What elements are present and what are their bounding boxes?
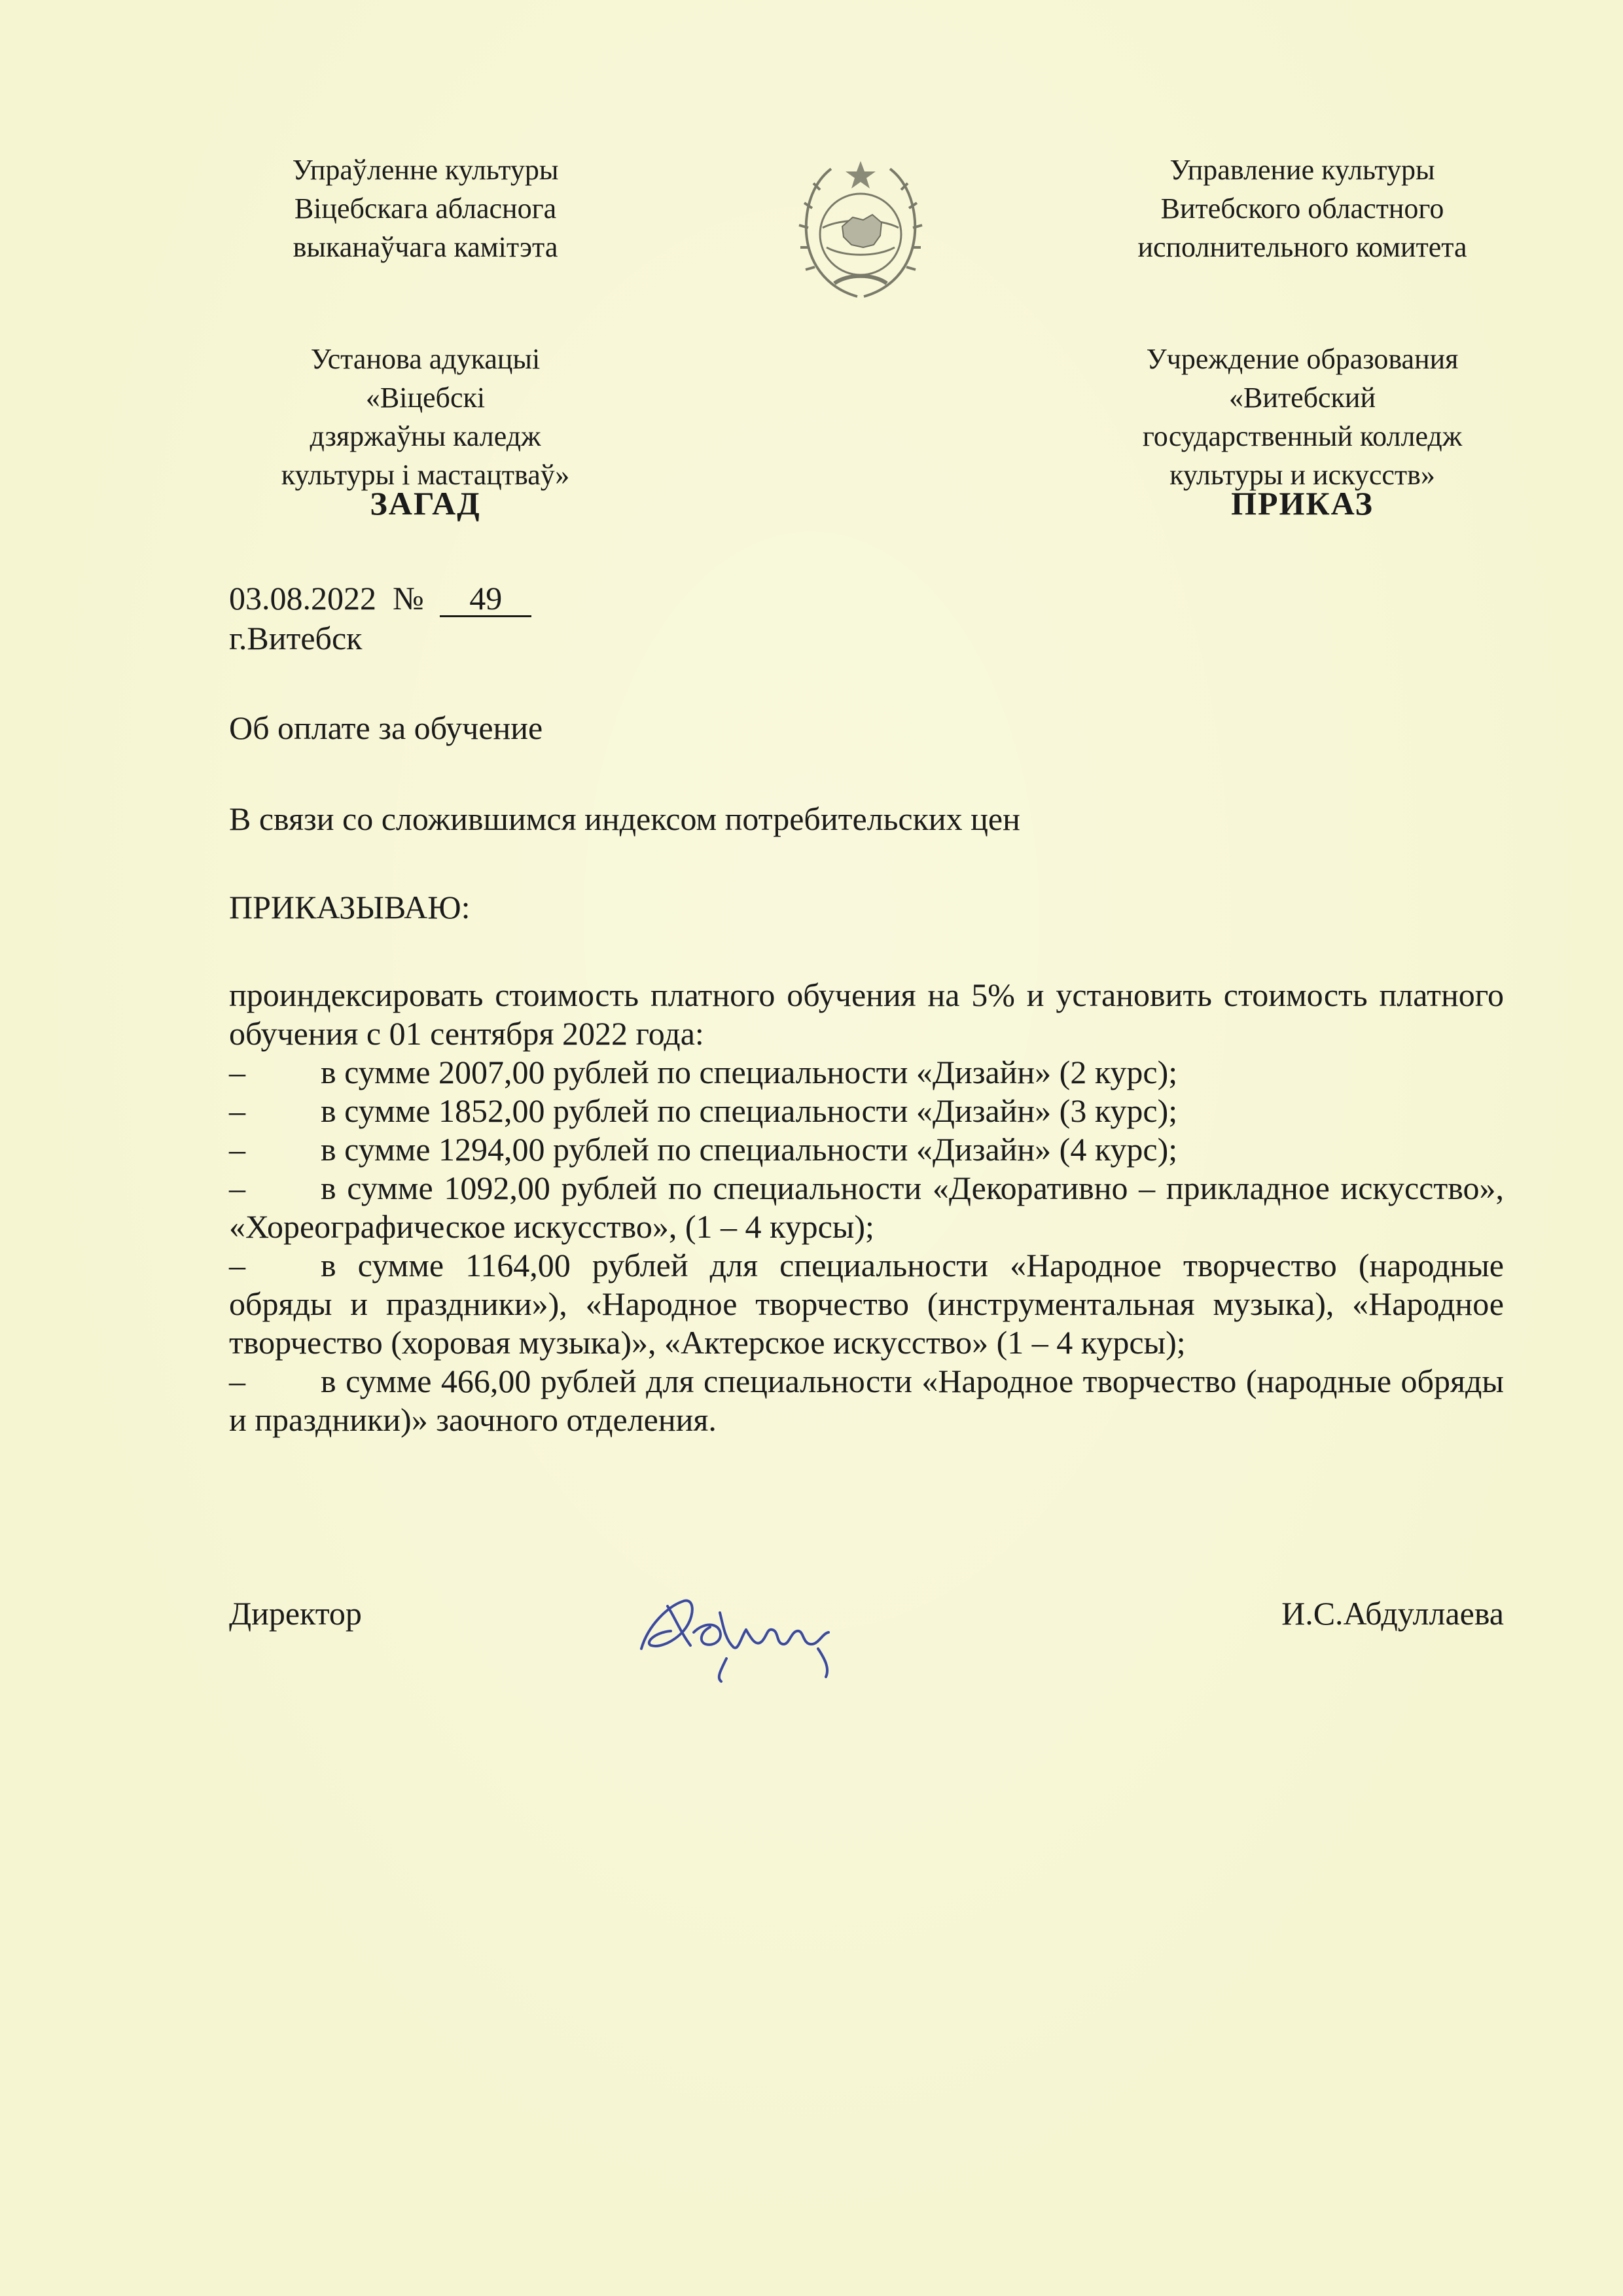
number-sign: № (393, 580, 424, 617)
header-left-institution-line-1: Установа адукацыі (310, 343, 541, 375)
header-right-ministry-line-3: исполнительного комитета (1137, 231, 1467, 263)
header-right-ministry-line-2: Витебского областного (1160, 192, 1444, 224)
item-dash: – (229, 1247, 245, 1283)
list-item (229, 1130, 1504, 1169)
item-dash: – (229, 1170, 245, 1206)
header-right-institution-line-4: культуры и искусств» (1169, 459, 1435, 491)
header-left-ministry-line-3: выканаўчага камітэта (293, 231, 558, 263)
header-left-ministry-line-2: Віцебскага абласнога (294, 192, 557, 224)
list-item (229, 1246, 1504, 1362)
document-subject: Об оплате за обучение (229, 709, 543, 746)
signer-title: Директор (229, 1595, 362, 1632)
item-text: в сумме 2007,00 рублей по специальности «Дизайн» (2 курс); (321, 1054, 1178, 1090)
signer-name: И.С.Абдуллаева (1281, 1595, 1504, 1632)
list-item (229, 1092, 1504, 1130)
document-date: 03.08.2022 (229, 580, 376, 617)
header-right-institution-line-3: государственный колледж (1142, 420, 1463, 452)
header-right-institution-line-1: Учреждение образования (1146, 343, 1459, 375)
document-preamble: В связи со сложившимся индексом потребительских цен (229, 800, 1020, 837)
header-left-belarusian (196, 151, 654, 494)
state-emblem-icon (795, 149, 926, 306)
header-left-institution-line-4: культуры і мастацтваў» (281, 459, 570, 491)
header-right-ministry-line-1: Управление культуры (1169, 154, 1435, 186)
item-dash: – (229, 1131, 245, 1168)
item-text: в сумме 1164,00 рублей для специальности «Народное творчество (народные обряды и праздники»), «Народное творчество (инструментальная музыка), «Народное творчество (хоровая музыка)», «Актерское искусство» (1 – 4 курсы); (229, 1247, 1504, 1361)
order-intro: проиндексировать стоимость платного обучения на 5% и установить стоимость платного обучения с 01 сентября 2022 года: (229, 977, 1504, 1052)
list-item (229, 1169, 1504, 1246)
item-text: в сумме 466,00 рублей для специальности «Народное творчество (народные обряды и праздники)» заочного отделения. (229, 1363, 1504, 1438)
document-number: 49 (440, 581, 531, 617)
item-text: в сумме 1852,00 рублей по специальности «Дизайн» (3 курс); (321, 1092, 1178, 1129)
handwritten-signature-icon (622, 1587, 857, 1685)
list-item (229, 1053, 1504, 1092)
list-item (229, 1362, 1504, 1439)
item-text: в сумме 1092,00 рублей по специальности «Декоративно – прикладное искусство», «Хореографическое искусство», (1 – 4 курсы); (229, 1170, 1504, 1245)
signature-row (229, 1594, 1504, 1647)
date-number-line (229, 579, 1504, 618)
item-dash: – (229, 1054, 245, 1090)
header-right-russian (1073, 151, 1531, 494)
item-text: в сумме 1294,00 рублей по специальности «Дизайн» (4 курс); (321, 1131, 1178, 1168)
item-dash: – (229, 1092, 245, 1129)
item-dash: – (229, 1363, 245, 1399)
doc-kind-belarusian: ЗАГАД (370, 485, 481, 522)
header-left-institution-line-3: дзяржаўны каледж (310, 420, 541, 452)
doc-kind-russian: ПРИКАЗ (1231, 485, 1374, 522)
header-left-ministry-line-1: Упраўленне культуры (292, 154, 559, 186)
header-left-institution-line-2: «Віцебскі (365, 382, 486, 414)
header-right-institution-line-2: «Витебский (1228, 382, 1376, 414)
document-city: г.Витебск (229, 620, 363, 656)
order-content (229, 976, 1504, 1439)
order-word: ПРИКАЗЫВАЮ: (229, 889, 471, 925)
